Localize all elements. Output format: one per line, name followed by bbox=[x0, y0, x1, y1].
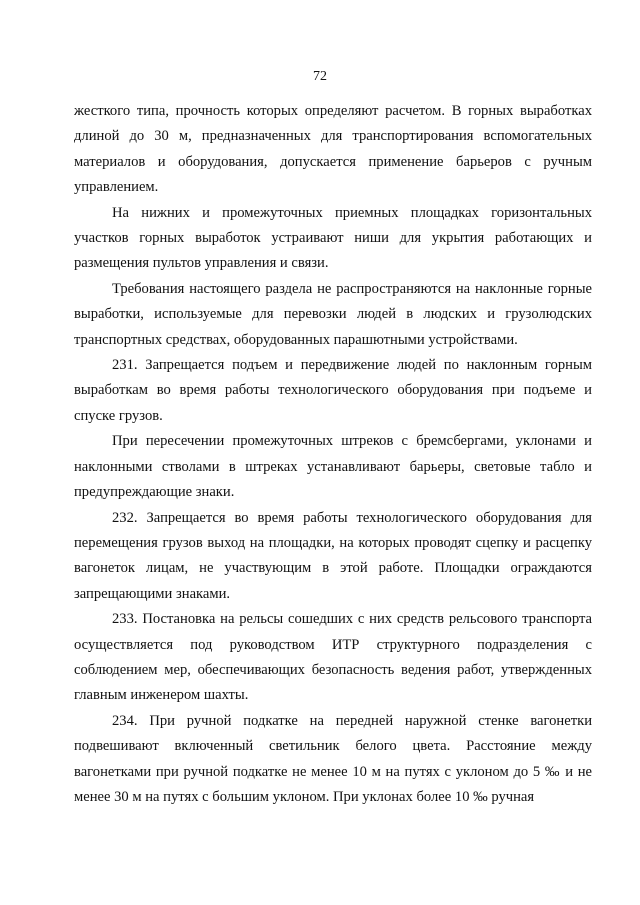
page-number: 72 bbox=[313, 69, 327, 84]
paragraph-232: 232. Запрещается во время работы технологического оборудования для перемещения грузов выход на площадки, на которых проводят сцепку и расцепку вагонеток лицам, не участвующим в этой работе. Площадки ограждаются запрещающими знаками. bbox=[74, 509, 592, 602]
paragraph-section-scope: Требования настоящего раздела не распространяются на наклонные горные выработки, используемые для перевозки людей в людских и грузолюдских транспортных средствах, оборудованных парашютными устройствами. bbox=[74, 280, 592, 348]
document-body bbox=[74, 99, 592, 810]
paragraph-233: 233. Постановка на рельсы сошедших с них средств рельсового транспорта осуществляется под руководством ИТР структурного подразделения с соблюдением мер, обеспечивающих безопасность ведения работ, утвержденных главным инженером шахты. bbox=[74, 611, 592, 704]
paragraph-niches: На нижних и промежуточных приемных площадках горизонтальных участков горных выработок устраивают ниши для укрытия работающих и размещения пультов управления и связи. bbox=[74, 204, 592, 272]
paragraph-continuation: жесткого типа, прочность которых определяют расчетом. В горных выработках длиной до 30 м, предназначенных для транспортирования вспомогательных материалов и оборудования, допускается применение барьеров с ручным управлением. bbox=[74, 103, 592, 196]
paragraph-231: 231. Запрещается подъем и передвижение людей по наклонным горным выработкам во время работы технологического оборудования при подъеме и спуске грузов. bbox=[74, 357, 592, 424]
paragraph-234: 234. При ручной подкатке на передней наружной стенке вагонетки подвешивают включенный светильник белого цвета. Расстояние между вагонетками при ручной подкатке не менее 10 м на путях с уклоном до 5 ‰ и не менее 30 м на путях с большим уклоном. При уклонах более 10 ‰ ручная bbox=[74, 712, 592, 805]
paragraph-crossings: При пересечении промежуточных штреков с бремсбергами, уклонами и наклонными стволами в штреках устанавливают барьеры, световые табло и предупреждающие знаки. bbox=[74, 433, 592, 501]
